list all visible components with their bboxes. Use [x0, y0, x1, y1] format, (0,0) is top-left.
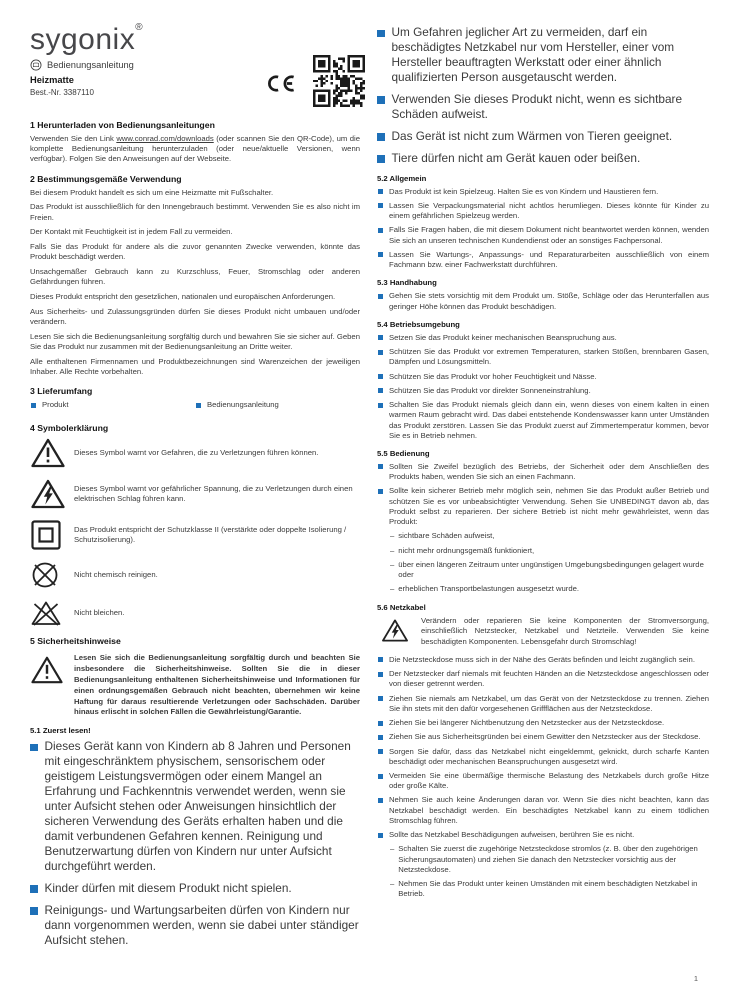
paragraph: Unsachgemäßer Gebrauch kann zu Kurzschluss, Feuer, Stromschlag oder anderen Gefährdungen führen.: [30, 267, 360, 287]
bullet-square-icon: [378, 735, 383, 740]
bullet-square-icon: [30, 885, 38, 893]
dash-icon: –: [390, 844, 395, 854]
list-item-text: Bedienungsanleitung: [207, 400, 279, 410]
sub-list-item-text: Nehmen Sie das Produkt unter keinen Umständen mit einem beschädigten Netzkabel in Betrieb.: [398, 879, 698, 899]
section-2-heading: 2 Bestimmungsgemäße Verwendung: [30, 173, 182, 184]
list-item-text: Um Gefahren jeglicher Art zu vermeiden, darf ein beschädigtes Netzkabel nur vom Hersteller, einer vom Hersteller beauftragten Werkstatt oder einer ähnlich qualifizierten Person ausgetauscht werden.: [391, 25, 675, 84]
section-5-4-heading: 5.4 Betriebsumgebung: [377, 319, 460, 329]
paragraph: Dieses Produkt entspricht den gesetzlichen, nationalen und europäischen Anforderungen.: [30, 292, 336, 302]
bullet-square-icon: [378, 774, 383, 779]
bullet-square-icon: [378, 464, 383, 469]
symbol-description: Dieses Symbol warnt vor Gefahren, die zu Verletzungen führen können.: [74, 448, 319, 458]
list-item: [377, 718, 709, 728]
doc-type-row: [30, 59, 360, 71]
scope-of-delivery-list: [30, 400, 360, 414]
list-item-text: Nehmen Sie auch keine Änderungen daran vor. Wenn Sie dies nicht beachten, kann das Netzkabel beschädigt werden. Ein beschädigtes Netzkabel kann zu einem tödlichen Stromschlag führen.: [389, 795, 709, 825]
list-item-text: Ziehen Sie bei längerer Nichtbenutzung den Netzstecker aus der Netzsteckdose.: [389, 718, 665, 728]
safety-notice-text: Lesen Sie sich die Bedienungsanleitung sorgfältig durch und beachten Sie insbesondere die Sicherheitshinweise. Sollten Sie die in dieser Bedienungsanleitung enthaltenen Sicherheitshinweise und Informationen für einen ordnungsgemäßen Gebrauch nicht beachten, übernehmen wir keine Haftung für daraus resultierende Verletzungen oder Sachschäden. Darüber hinaus erlischt in solchen Fällen die Gewährleistung/Garantie.: [74, 653, 360, 717]
symbol-description: Nicht chemisch reinigen.: [74, 570, 158, 580]
section-5-1-heading: 5.1 Zuerst lesen!: [30, 726, 91, 736]
symbol-description: Dieses Symbol warnt vor gefährlicher Spannung, die zu Verletzungen durch einen elektrischen Schlag führen kann.: [74, 484, 353, 504]
list-item: [377, 187, 709, 197]
bullet-square-icon: [378, 350, 383, 355]
list-item-text: Produkt: [42, 400, 69, 410]
sub-list-item-text: über einen längeren Zeitraum unter ungünstigen Umgebungsbedingungen gelagert wurde oder: [398, 559, 704, 580]
symbol-row: [30, 599, 360, 627]
list-item: [377, 694, 709, 714]
warning-triangle-icon: [30, 653, 74, 718]
sub-list-item: [390, 560, 709, 580]
list-item: [377, 347, 709, 367]
safety-notice: [30, 653, 360, 718]
bullet-square-icon: [378, 749, 383, 754]
manual-icon: [30, 59, 42, 71]
list-item: [377, 225, 709, 245]
list-item-text: Lassen Sie Verpackungsmaterial nicht achtlos herumliegen. Dieses könnte für Kinder zu einem gefährlichen Spielzeug werden.: [389, 200, 709, 221]
high-voltage-triangle-icon: [30, 478, 74, 510]
list-item-text: Dieses Gerät kann von Kindern ab 8 Jahren und Personen mit eingeschränktem physischem, sensorischem oder geistigem Leistungsvermögen oder einem Mangel an Erfahrung und Fachkenntnis verwendet werden, wenn sie unter Aufsicht stehen oder Anweisungen hinsichtlich der sicheren Verwendung des Geräts erhalten haben und die damit verbundenen Gefahren kennen. Reinigung und Benutzerwartung dürfen von Kindern nur unter Aufsicht durchgeführt werden.: [44, 739, 351, 873]
list-item: [377, 25, 709, 85]
list-item: [377, 669, 709, 689]
product-name: Heizmatte: [30, 75, 74, 85]
bullet-square-icon: [31, 403, 36, 408]
section-1-paragraph: [30, 134, 360, 165]
paragraph-text: (oder scannen Sie den QR-Code), um die komplette Bedienungsanleitung herunterzuladen (oder neue/aktuelle Versionen, wenn verfügbar). Folgen Sie den Anweisungen auf der Webseite.: [30, 134, 360, 164]
bullet-square-icon: [378, 721, 383, 726]
symbol-row: [30, 519, 360, 551]
conrad-downloads-link[interactable]: www.conrad.com/downloads: [116, 134, 214, 143]
symbol-row: [30, 437, 360, 469]
list-item: [377, 151, 709, 166]
list-item: [195, 400, 360, 410]
list-item: [30, 903, 360, 948]
paragraph: Aus Sicherheits- und Zulassungsgründen dürfen Sie dieses Produkt nicht umbauen und/oder verändern.: [30, 306, 360, 327]
header: [30, 22, 360, 111]
bullet-square-icon: [377, 30, 385, 38]
symbol-row: [30, 560, 360, 590]
bullet-square-icon: [378, 798, 383, 803]
dash-icon: –: [390, 531, 395, 541]
protection-class-2-icon: [30, 519, 74, 551]
power-cord-notice: [377, 616, 709, 648]
list-item: [377, 291, 709, 311]
ce-mark-icon: [265, 74, 296, 93]
list-item-text: Die Netzsteckdose muss sich in der Nähe des Geräts befinden und leicht zugänglich sein.: [389, 654, 695, 664]
list-item-text: Sollte kein sicherer Betrieb mehr möglich sein, nehmen Sie das Produkt außer Betrieb und schützen Sie es vor unbeabsichtigter Verwendung. Sehen Sie UNBEDINGT davon ab, das Produkt selbst zu reparieren. Der sichere Betrieb ist nicht mehr gewährleistet, wenn das Produkt:: [389, 486, 709, 527]
paragraph: Bei diesem Produkt handelt es sich um eine Heizmatte mit Fußschalter.: [30, 187, 274, 197]
paragraph-text: Verwenden Sie den Link: [30, 134, 117, 143]
paragraph: Lesen Sie sich die Bedienungsanleitung sorgfältig durch und bewahren Sie sie sicher auf. Geben Sie das Produkt nur zusammen mit der Bedienungsanleitung an Dritte weiter.: [30, 331, 360, 352]
list-item-text: Das Gerät ist nicht zum Wärmen von Tieren geeignet.: [391, 128, 673, 143]
bullet-square-icon: [30, 744, 38, 752]
list-item: [30, 400, 195, 410]
list-item-text: Vermeiden Sie eine übermäßige thermische Belastung des Netzkabels durch große Hitze oder große Kälte.: [389, 771, 709, 791]
left-column: [30, 22, 360, 955]
section-5-5-heading: 5.5 Bedienung: [377, 448, 430, 458]
bullet-square-icon: [378, 403, 383, 408]
bullet-square-icon: [378, 335, 383, 340]
list-item-text: Der Netzstecker darf niemals mit feuchten Händen an die Netzsteckdose angeschlossen oder von dieser getrennt werden.: [389, 669, 709, 689]
sub-list-item-text: Schalten Sie zuerst die zugehörige Netzsteckdose stromlos (z. B. über den zugehörigen Sicherungsautomaten) und ziehen Sie danach den Netzstecker vorsichtig aus der Netzsteckdose.: [398, 844, 698, 874]
list-item-text: Kinder dürfen mit diesem Produkt nicht spielen.: [44, 880, 292, 895]
list-item-text: Schalten Sie das Produkt niemals gleich dann ein, wenn dieses von einem kalten in einen warmen Raum gebracht wird. Das dabei entstehende Kondenswasser kann unter Umständen das Produkt zerstören. Lassen Sie das Produkt zuerst auf Zimmertemperatur kommen, bevor Sie es in Betrieb nehmen.: [389, 400, 709, 440]
list-item: [377, 386, 709, 396]
list-item: [377, 201, 709, 221]
list-item: [377, 129, 709, 144]
bullet-square-icon: [377, 155, 385, 163]
list-item: [377, 250, 709, 270]
dash-icon: –: [390, 584, 395, 594]
sub-list-item: [390, 531, 709, 541]
bullet-square-icon: [378, 672, 383, 677]
bullet-square-icon: [378, 489, 383, 494]
list-item: [377, 372, 709, 382]
paragraph: Falls Sie das Produkt für andere als die zuvor genannten Zwecke verwenden, könnte das Produkt beschädigt werden.: [30, 242, 360, 262]
list-item: [377, 747, 709, 767]
dash-icon: –: [390, 559, 395, 569]
list-item-text: Schützen Sie das Produkt vor extremen Temperaturen, starken Stößen, brennbaren Gasen, Dämpfen und Lösungsmitteln.: [389, 347, 709, 367]
section-5-heading: 5 Sicherheitshinweise: [30, 636, 121, 647]
warning-triangle-icon: [30, 437, 74, 469]
bullet-square-icon: [378, 294, 383, 299]
bullet-square-icon: [378, 189, 383, 194]
high-voltage-triangle-icon: [377, 616, 421, 648]
registered-mark: ®: [135, 22, 144, 33]
list-item-text: Sollten Sie Zweifel bezüglich des Betriebs, der Sicherheit oder dem Anschließen des Produkts haben, wenden Sie sich an einen Fachmann.: [389, 461, 709, 482]
list-item-text: Schützen Sie das Produkt vor direkter Sonneneinstrahlung.: [389, 385, 591, 395]
bullet-square-icon: [378, 388, 383, 393]
paragraph: Alle enthaltenen Firmennamen und Produktbezeichnungen sind Warenzeichen der jeweiligen Inhaber. Alle Rechte vorbehalten.: [30, 356, 360, 376]
list-item: [377, 830, 709, 840]
list-item: [377, 795, 709, 826]
list-item-text: Gehen Sie stets vorsichtig mit dem Produkt um. Stöße, Schläge oder das Herunterfallen aus geringer Höhe können das Produkt beschädigen.: [389, 291, 709, 311]
list-item-text: Schützen Sie das Produkt vor hoher Feuchtigkeit und Nässe.: [389, 371, 597, 381]
paragraph: Der Kontakt mit Feuchtigkeit ist in jedem Fall zu vermeiden.: [30, 227, 233, 237]
list-item: [377, 92, 709, 122]
list-item: [30, 881, 360, 896]
dash-icon: –: [390, 545, 395, 555]
sub-list-item: [390, 546, 709, 556]
list-item-text: Falls Sie Fragen haben, die mit diesem Dokument nicht beantwortet werden können, wenden Sie sich an unseren technischen Kundendienst oder an sonstiges Fachpersonal.: [389, 225, 709, 245]
sub-list-item-text: sichtbare Schäden aufweist,: [398, 531, 495, 541]
doc-type-label: Bedienungsanleitung: [47, 60, 134, 70]
list-item: [377, 462, 709, 482]
list-item: [377, 655, 709, 665]
sygonix-logo: [30, 22, 360, 56]
list-item: [377, 486, 709, 527]
sub-list-item: [390, 584, 709, 594]
logo-text: sygonix: [30, 23, 136, 56]
qr-code: [313, 55, 365, 107]
bullet-square-icon: [377, 96, 385, 104]
list-item-text: Das Produkt ist kein Spielzeug. Halten Sie es von Kindern und Haustieren fern.: [389, 186, 659, 196]
section-3-heading: 3 Lieferumfang: [30, 386, 93, 397]
list-item-text: Ziehen Sie niemals am Netzkabel, um das Gerät von der Netzsteckdose zu trennen. Ziehen Sie ihn stets mit den dafür vorgesehenen Griffflächen aus der Netzsteckdose.: [389, 693, 709, 713]
right-column: [377, 25, 709, 955]
symbol-description: Nicht bleichen.: [74, 608, 125, 618]
bullet-square-icon: [30, 907, 38, 915]
sub-list-item: [390, 879, 709, 899]
bullet-square-icon: [377, 133, 385, 141]
list-item: [30, 739, 360, 874]
sub-list-item-text: nicht mehr ordnungsgemäß funktioniert,: [398, 545, 535, 555]
bullet-square-icon: [378, 228, 383, 233]
section-5-2-heading: 5.2 Allgemein: [377, 173, 427, 183]
list-item-text: Lassen Sie Wartungs-, Anpassungs- und Reparaturarbeiten ausschließlich von einem Fachmann bzw. einer Fachwerkstatt durchführen.: [389, 249, 709, 270]
list-item-text: Ziehen Sie aus Sicherheitsgründen bei einem Gewitter den Netzstecker aus der Steckdose.: [389, 732, 701, 742]
bullet-square-icon: [378, 833, 383, 838]
list-item: [377, 732, 709, 742]
list-item: [377, 333, 709, 343]
page-number: 1: [693, 974, 698, 983]
list-item-text: Sollte das Netzkabel Beschädigungen aufweisen, berühren Sie es nicht.: [389, 830, 635, 840]
bullet-square-icon: [378, 203, 383, 208]
list-item-text: Sorgen Sie dafür, dass das Netzkabel nicht eingeklemmt, geknickt, durch scharfe Kanten beschädigt oder mechanischen Beanspruchungen ausgesetzt wird.: [389, 746, 709, 766]
sub-list-item: [390, 844, 709, 875]
no-bleach-icon: [30, 599, 74, 627]
list-item: [377, 400, 709, 441]
paragraph: Das Produkt ist ausschließlich für den Innengebrauch bestimmt. Verwenden Sie es also nicht im Freien.: [30, 202, 360, 222]
sub-list-item-text: erheblichen Transportbelastungen ausgesetzt wurde.: [398, 584, 580, 594]
section-1-heading: 1 Herunterladen von Bedienungsanleitungen: [30, 120, 215, 130]
bullet-square-icon: [378, 374, 383, 379]
bullet-square-icon: [378, 657, 383, 662]
list-item: [377, 771, 709, 791]
bullet-square-icon: [378, 252, 383, 257]
section-5-6-heading: 5.6 Netzkabel: [377, 602, 426, 612]
list-item-text: Setzen Sie das Produkt keiner mechanischen Beanspruchung aus.: [389, 332, 617, 342]
no-dry-clean-icon: [30, 560, 74, 590]
symbol-description: Das Produkt entspricht der Schutzklasse II (verstärkte oder doppelte Isolierung / Schutzisolierung).: [74, 525, 347, 545]
bullet-square-icon: [196, 403, 201, 408]
list-item-text: Reinigungs- und Wartungsarbeiten dürfen von Kindern nur dann vorgenommen werden, wenn sie dabei unter ständiger Aufsicht stehen.: [44, 902, 359, 947]
bullet-square-icon: [378, 696, 383, 701]
dash-icon: –: [390, 879, 395, 889]
symbol-row: [30, 478, 360, 510]
power-cord-notice-text: Verändern oder reparieren Sie keine Komponenten der Stromversorgung, einschließlich Netzstecker, Netzkabel und Netzteile. Verwenden Sie keine beschädigten Komponenten. Lebensgefahr durch Stromschlag!: [421, 615, 709, 647]
order-number: Best.-Nr. 3387110: [30, 88, 94, 97]
list-item-text: Tiere dürfen nicht am Gerät kauen oder beißen.: [391, 150, 641, 165]
section-5-3-heading: 5.3 Handhabung: [377, 278, 437, 288]
list-item-text: Verwenden Sie dieses Produkt nicht, wenn es sichtbare Schäden aufweist.: [391, 91, 683, 121]
section-4-heading: 4 Symbolerklärung: [30, 423, 109, 434]
